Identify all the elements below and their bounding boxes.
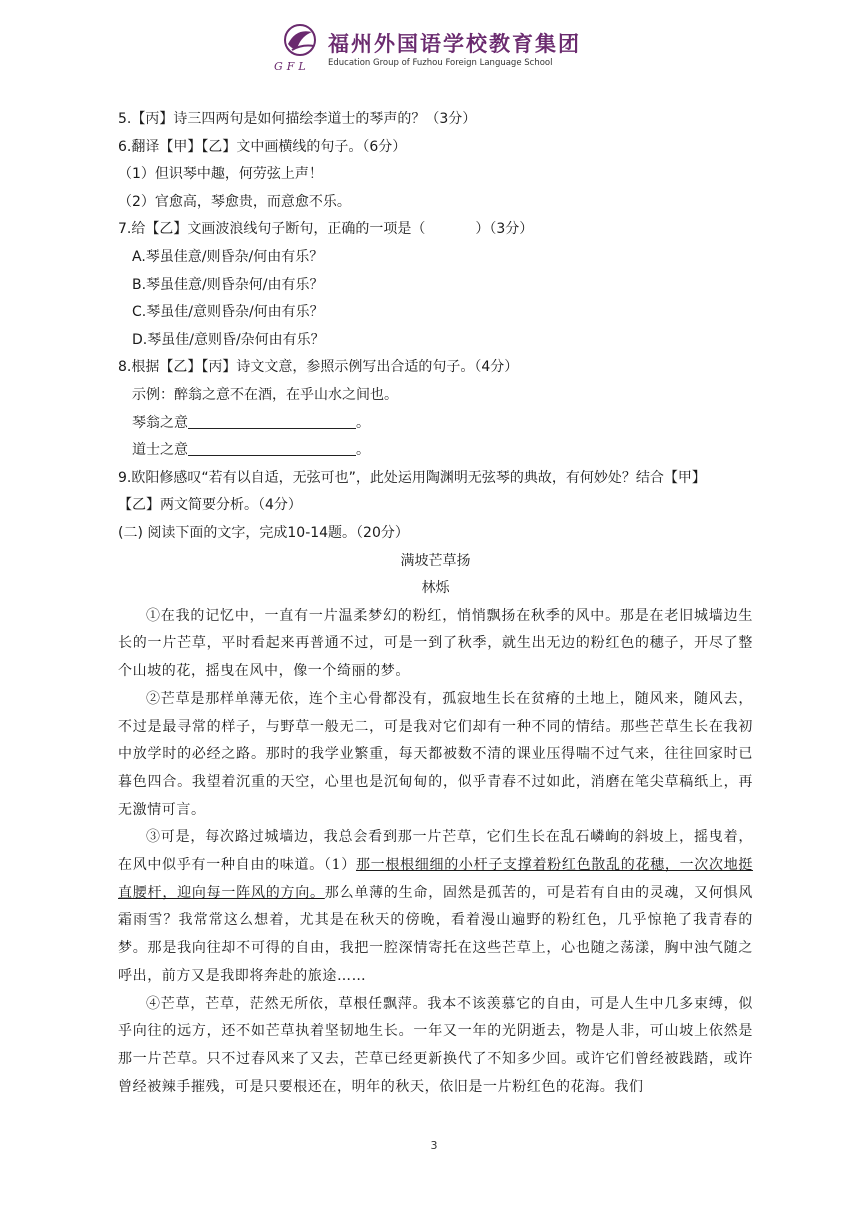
school-name-cn: 福州外国语学校教育集团 [328,31,581,56]
answer-blank-2[interactable] [188,441,356,456]
article-author: 林烁 [421,580,450,597]
question-7-score: ）（3分） [475,221,534,238]
question-6-1: （1）但识琴中趣，何劳弦上声！ [118,166,323,183]
paragraph-3-start: ③可是，每次路过城墙边，我总会看到那一片芒草，它们生长在乱石嶙峋的斜坡上，摇曳着，在风中似乎有一种自由的味道。（1） [118,829,753,874]
school-logo-icon [278,22,322,62]
article-paragraph-1: ①在我的记忆中，一直有一片温柔梦幻的粉红，悄悄飘扬在秋季的风中。那是在老旧城墙边生长的一片芒草，平时看起来再普通不过，可是一到了秋季，就生出无边的粉红色的穗子，开尽了整个山坡的花，摇曳在风中，像一个绮丽的梦。 [118,607,753,680]
period-1: 。 [356,414,370,431]
option-c: C.琴虽佳/意则昏杂/何由有乐？ [132,304,324,321]
qin-label: 琴翁之意 [132,414,188,431]
option-d: D.琴虽佳/意则昏/杂何由有乐？ [132,331,325,348]
article-title: 满坡芒草扬 [400,552,471,569]
paragraph-3-end: 那么单薄的生命，固然是孤苦的，可是若有自由的灵魂，又何惧风霜雨雪？我常常这么想着，尤其是在秋天的傍晚，看着漫山遍野的粉红色，几乎惊艳了我青春的梦。那是我向往却不可得的自由，我把一腔深情寄托在这些芒草上，心也随之荡漾，胸中浊气随之呼出，前方又是我即将奔赴的旅途…… [118,884,753,984]
section-2-heading: (二) 阅读下面的文字，完成10-14题。（20分） [118,524,409,541]
article-paragraph-3 [118,824,753,990]
question-8-example: 示例：醉翁之意不在酒，在乎山水之间也。 [132,386,398,403]
underlined-sentence: 那一根根细细的小杆子支撑着粉红色散乱的花穗，一次次地挺直腰杆，迎向每一阵风的方向。 [118,857,754,901]
question-5: 5.【丙】诗三四两句是如何描绘李道士的琴声的？（3分） [118,111,477,127]
option-b: B.琴虽佳意/则昏杂何/由有乐？ [132,276,324,293]
school-name-en: Education Group of Fuzhou Foreign Language School [328,58,553,68]
dao-label: 道士之意 [132,442,188,459]
question-6: 6.翻译【甲】【乙】文中画横线的句子。（6分） [118,138,407,155]
option-a: A.琴虽佳意/则昏杂/何由有乐？ [132,248,324,265]
question-8: 8.根据【乙】【丙】诗文文意，参照示例写出合适的句子。（4分） [118,359,519,376]
article-paragraph-2: ②芒草是那样单薄无依，连个主心骨都没有，孤寂地生长在贫瘠的土地上，随风来，随风去，不过是最寻常的样子，与野草一般无二，可是我对它们却有一种不同的情结。那些芒草生长在我初中放学时的必经之路。那时的我学业繁重，每天都被数不清的课业压得喘不过气来，往往回家时已暮色四合。我望着沉重的天空，心里也是沉甸甸的，似乎青春不过如此，消磨在笔尖草稿纸上，再无激情可言。 [118,690,753,818]
question-7 [118,216,753,244]
school-header [270,20,590,78]
article-paragraph-4: ④芒草，芒草，茫然无所依，草根任飘萍。我本不该羡慕它的自由，可是人生中几多束缚，似乎向往的远方，还不如芒草执着坚韧地生长。一年又一年的光阴逝去，物是人非，可山坡上依然是那一片芒草。只不过春风来了又去，芒草已经更新换代了不知多少回。或许它们曾经被践踏，或许曾经被辣手摧残，可是只要根还在，明年的秋天，依旧是一片粉红色的花海。我们 [118,995,753,1095]
question-7-stem: 7.给【乙】文画波浪线句子断句，正确的一项是（ [118,221,426,238]
question-9-line-1: 9.欧阳修感叹“若有以自适，无弦可也”，此处运用陶渊明无弦琴的典故，有何妙处？结合【甲】 [118,469,706,486]
question-8-dao [118,437,753,465]
logo-gfl-text: GFL [274,60,310,73]
answer-blank-1[interactable] [188,414,356,429]
period-2: 。 [356,442,370,459]
question-6-2: （2）官愈高，琴愈贵，而意愈不乐。 [118,193,351,210]
question-8-qin [118,410,753,438]
question-9-line-2: 【乙】两文简要分析。（4分） [118,497,302,514]
page-content [118,106,753,1101]
page-number: 3 [430,1139,438,1152]
